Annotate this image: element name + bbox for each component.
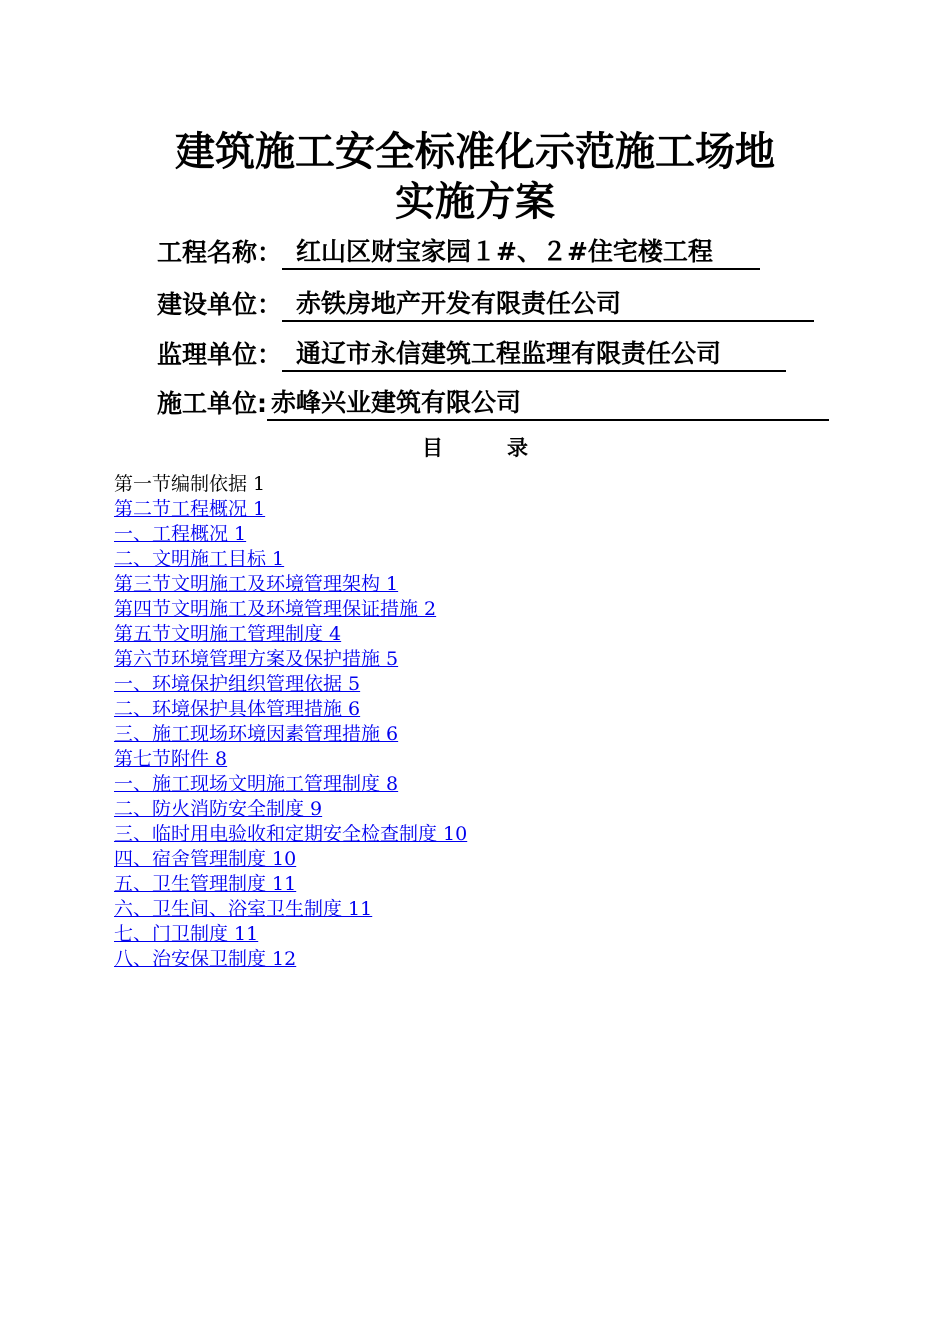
toc-link[interactable]: 二、环境保护具体管理措施 6: [114, 698, 361, 720]
developer-label: 建设单位：: [157, 290, 283, 319]
toc-item: [114, 772, 467, 797]
toc-item: [114, 547, 467, 572]
toc-link[interactable]: 一、工程概况 1: [114, 523, 247, 545]
toc-item: [114, 672, 467, 697]
toc-link[interactable]: 二、防火消防安全制度 9: [114, 798, 323, 820]
developer-value: 赤铁房地产开发有限责任公司: [282, 288, 814, 322]
toc-link[interactable]: 第七节附件 8: [114, 748, 228, 770]
info-row-contractor: [157, 381, 829, 421]
toc-item: [114, 747, 467, 772]
toc-heading-left: 目: [422, 436, 443, 460]
toc-heading: [0, 434, 950, 462]
toc-link[interactable]: 三、施工现场环境因素管理措施 6: [114, 723, 399, 745]
toc-item: [114, 647, 467, 672]
toc-link[interactable]: 一、环境保护组织管理依据 5: [114, 673, 361, 695]
toc-item: [114, 572, 467, 597]
toc-link[interactable]: 第二节工程概况 1: [114, 498, 266, 520]
supervisor-value: 通辽市永信建筑工程监理有限责任公司: [282, 338, 786, 372]
info-row-developer: [157, 282, 814, 322]
document-title-line2: 实施方案: [395, 179, 555, 225]
toc-heading-right: 录: [507, 436, 528, 460]
toc-item: [114, 847, 467, 872]
toc-item: [114, 722, 467, 747]
toc-item: [114, 622, 467, 647]
toc-link[interactable]: 五、卫生管理制度 11: [114, 873, 297, 895]
toc-link[interactable]: 第四节文明施工及环境管理保证措施 2: [114, 598, 437, 620]
toc-item: 第一节编制依据 1: [114, 473, 266, 495]
toc-item: [114, 872, 467, 897]
contractor-label: 施工单位:: [157, 389, 267, 418]
toc-link[interactable]: 第五节文明施工管理制度 4: [114, 623, 342, 645]
project-name-value: 红山区财宝家园１#、２#住宅楼工程: [282, 236, 760, 270]
toc-item: [114, 822, 467, 847]
document-title-line1: 建筑施工安全标准化示范施工场地: [175, 129, 775, 175]
info-row-supervisor: [157, 332, 786, 372]
toc-item: [114, 797, 467, 822]
info-row-project-name: [157, 230, 760, 270]
toc-item: [114, 922, 467, 947]
contractor-value: 赤峰兴业建筑有限公司: [267, 387, 829, 421]
table-of-contents: [114, 472, 467, 972]
toc-item: [114, 497, 467, 522]
supervisor-label: 监理单位：: [157, 340, 283, 369]
toc-item: [114, 597, 467, 622]
toc-link[interactable]: 八、治安保卫制度 12: [114, 948, 297, 970]
toc-item: [114, 697, 467, 722]
toc-item: [114, 522, 467, 547]
toc-link[interactable]: 三、临时用电验收和定期安全检查制度 10: [114, 823, 468, 845]
toc-link[interactable]: 七、门卫制度 11: [114, 923, 259, 945]
toc-item: [114, 897, 467, 922]
toc-link[interactable]: 第三节文明施工及环境管理架构 1: [114, 573, 399, 595]
toc-link[interactable]: 第六节环境管理方案及保护措施 5: [114, 648, 399, 670]
toc-link[interactable]: 四、宿舍管理制度 10: [114, 848, 297, 870]
toc-link[interactable]: 二、文明施工目标 1: [114, 548, 285, 570]
toc-link[interactable]: 一、施工现场文明施工管理制度 8: [114, 773, 399, 795]
toc-item: [114, 947, 467, 972]
toc-link[interactable]: 六、卫生间、浴室卫生制度 11: [114, 898, 373, 920]
project-name-label: 工程名称：: [157, 238, 283, 267]
